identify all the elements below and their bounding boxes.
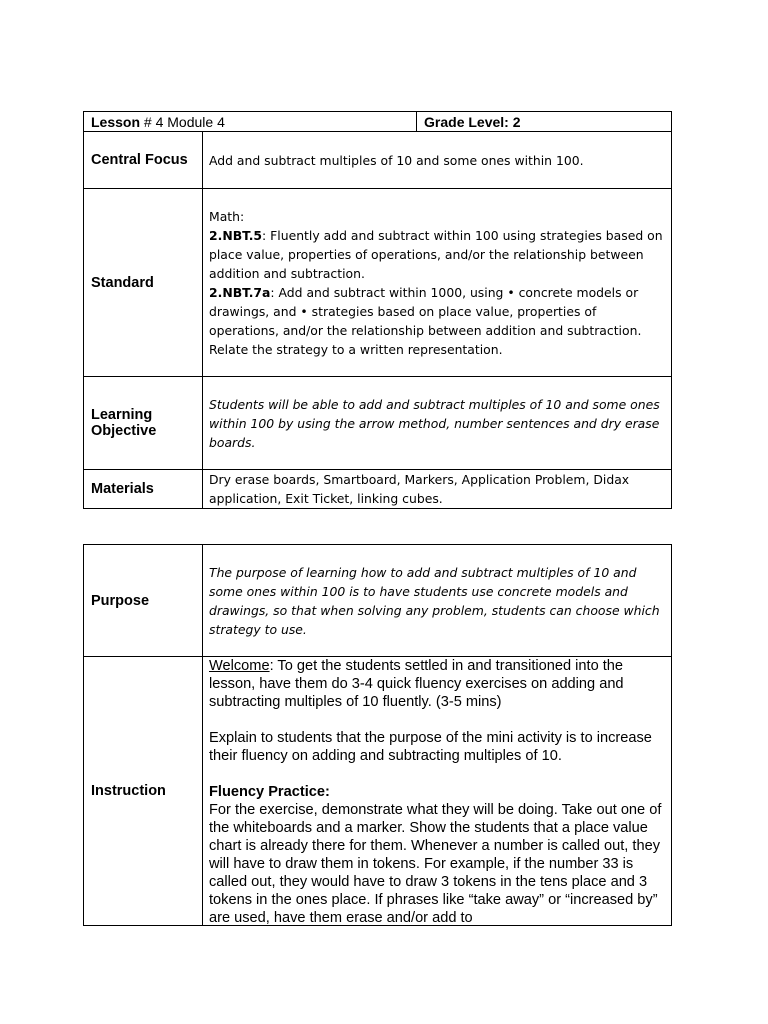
standard-label: Standard xyxy=(84,189,203,377)
standard-2-code: 2.NBT.7a xyxy=(209,284,271,300)
standard-1 xyxy=(209,226,665,283)
learning-objective-label: Learning Objective xyxy=(84,377,203,470)
lesson-info-table xyxy=(83,111,672,509)
header-row xyxy=(84,112,672,132)
welcome-label: Welcome xyxy=(209,658,270,674)
instruction-row xyxy=(84,657,672,926)
central-focus-label: Central Focus xyxy=(84,132,203,189)
purpose-row xyxy=(84,545,672,657)
central-focus-row xyxy=(84,132,672,189)
fluency-paragraph: For the exercise, demonstrate what they will be doing. Take out one of the whiteboards and a marker. Show the students that a place value chart is already there for them. Whenever a number is called out, they will have to draw them in tokens. For example, if the number 33 is called out, they would have to draw 3 tokens in the tens place and 3 tokens in the ones place. If phrases like “take away” or “increased by” are used, have them erase and/or add to xyxy=(209,802,662,925)
materials-row xyxy=(84,470,672,509)
standard-row xyxy=(84,189,672,377)
welcome-paragraph xyxy=(209,657,665,711)
lesson-cell xyxy=(84,112,417,132)
standard-math: Math: xyxy=(209,208,245,224)
standard-2-text: : Add and subtract within 1000, using • concrete models or drawings, and • strategies based on place value, properties of operations, and/or the relationship between addition and subtraction. Relate the strategy to a written representation. xyxy=(209,284,642,357)
fluency-heading: Fluency Practice: xyxy=(209,784,330,800)
purpose-label: Purpose xyxy=(84,545,203,657)
central-focus-text: Add and subtract multiples of 10 and some ones within 100. xyxy=(203,132,672,189)
standard-text xyxy=(203,189,672,377)
welcome-text: : To get the students settled in and transitioned into the lesson, have them do 3-4 quick fluency exercises on adding and subtracting multiples of 10 fluently. (3-5 mins) xyxy=(209,658,624,710)
materials-label: Materials xyxy=(84,470,203,509)
instruction-text xyxy=(203,657,672,926)
standard-2 xyxy=(209,283,665,359)
materials-text: Dry erase boards, Smartboard, Markers, Application Problem, Didax application, Exit Ticket, linking cubes. xyxy=(203,470,672,509)
lesson-label: Lesson xyxy=(91,113,141,130)
learning-objective-row xyxy=(84,377,672,470)
standard-1-code: 2.NBT.5 xyxy=(209,227,263,243)
explain-paragraph: Explain to students that the purpose of the mini activity is to increase their fluency on adding and subtracting multiples of 10. xyxy=(209,730,652,764)
purpose-text: The purpose of learning how to add and subtract multiples of 10 and some ones within 100 is to have students use concrete models and drawings, so that when solving any problem, students can choose which strategy to use. xyxy=(203,545,672,657)
learning-objective-text: Students will be able to add and subtract multiples of 10 and some ones within 100 by using the arrow method, number sentences and dry erase boards. xyxy=(203,377,672,470)
lesson-number: # 4 Module 4 xyxy=(140,113,225,130)
grade-level: Grade Level: 2 xyxy=(417,112,672,132)
standard-1-text: : Fluently add and subtract within 100 using strategies based on place value, properties of operations, and/or the relationship between addition and subtraction. xyxy=(209,227,663,281)
lesson-plan-table xyxy=(83,544,672,926)
instruction-label: Instruction xyxy=(84,657,203,926)
